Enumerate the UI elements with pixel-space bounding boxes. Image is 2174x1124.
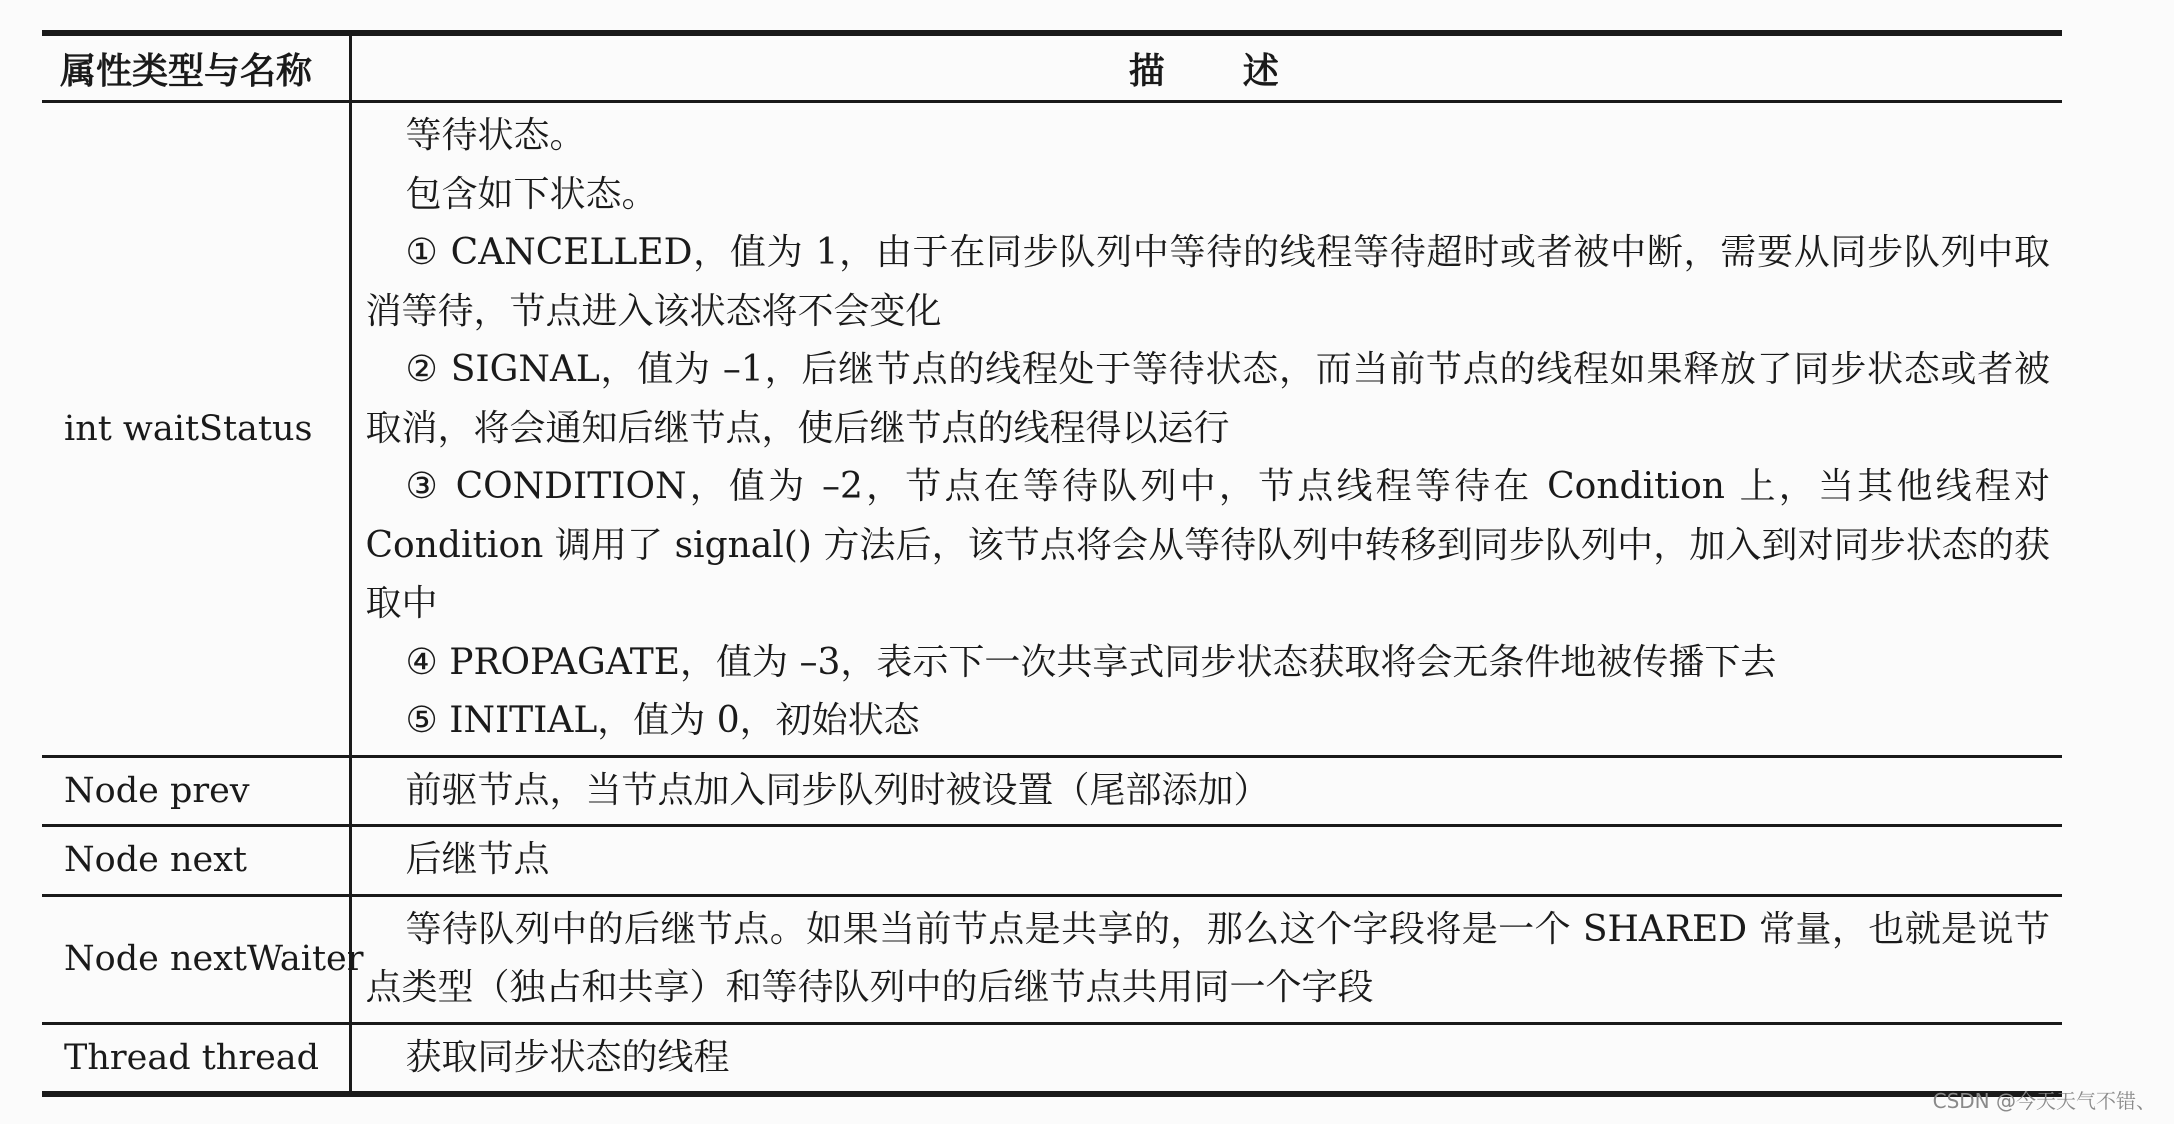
attribute-description [350, 826, 2062, 896]
csdn-watermark: CSDN @今天天气不错、 [1932, 1089, 2156, 1113]
header-description-char-2: 述 [1242, 50, 1285, 92]
description-line: ③ CONDITION，值为 –2，节点在等待队列中，节点线程等待在 Condition 上，当其他线程对 Condition 调用了 signal() 方法后，该节点将会从等待队列中转移到同步队列中，加入到对同步状态的获取中 [365, 466, 2050, 624]
table-header [42, 33, 2062, 102]
header-row [42, 33, 2062, 102]
attribute-description [350, 895, 2062, 1023]
table-row-nextwaiter [42, 895, 2062, 1023]
attribute-name: Node nextWaiter [42, 895, 350, 1023]
attribute-name: int waitStatus [42, 102, 350, 757]
attribute-description [350, 1023, 2062, 1094]
description-line: ① CANCELLED，值为 1，由于在同步队列中等待的线程等待超时或者被中断，需要从同步队列中取消等待，节点进入该状态将不会变化 [365, 232, 2050, 332]
attribute-name: Node next [42, 826, 350, 896]
node-attributes-table [42, 30, 2062, 1097]
description-line: 等待队列中的后继节点。如果当前节点是共享的，那么这个字段将是一个 SHARED 常量，也就是说节点类型（独占和共享）和等待队列中的后继节点共用同一个字段 [365, 908, 2050, 1008]
attribute-description [350, 102, 2062, 757]
attribute-description [350, 756, 2062, 826]
description-line: 包含如下状态。 [405, 173, 658, 215]
header-description-char-1: 描 [1128, 50, 1171, 92]
description-line: 等待状态。 [405, 115, 586, 156]
attribute-name: Thread thread [42, 1023, 350, 1094]
table-row-thread [42, 1023, 2062, 1094]
table-body [42, 102, 2062, 1095]
description-line: ② SIGNAL，值为 –1，后继节点的线程处于等待状态，而当前节点的线程如果释放了同步状态或者被取消，将会通知后继节点，使后继节点的线程得以运行 [365, 349, 2050, 449]
header-attribute-name: 属性类型与名称 [42, 33, 350, 102]
description-line: 后继节点 [405, 839, 550, 880]
description-line: ④ PROPAGATE，值为 –3，表示下一次共享式同步状态获取将会无条件地被传播下去 [405, 641, 1777, 683]
attribute-name: Node prev [42, 756, 350, 826]
description-line: ⑤ INITIAL，值为 0，初始状态 [405, 700, 920, 741]
table-row-prev [42, 756, 2062, 826]
table-row-next [42, 826, 2062, 896]
table-row-waitstatus [42, 102, 2062, 757]
description-line: 获取同步状态的线程 [405, 1036, 730, 1078]
header-description [350, 33, 2062, 102]
description-line: 前驱节点，当节点加入同步队列时被设置（尾部添加） [405, 769, 1270, 811]
node-attributes-table-wrapper [42, 30, 2062, 1097]
